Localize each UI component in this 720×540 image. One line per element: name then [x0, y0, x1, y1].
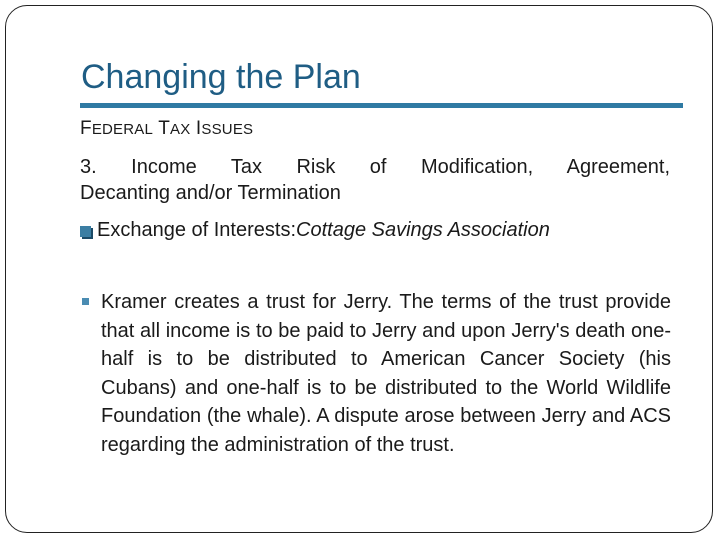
case-name: Cottage Savings Association: [296, 219, 550, 241]
heading-letter: F: [80, 118, 92, 139]
checkbox-bullet-icon: [80, 226, 91, 237]
heading-smallcaps: EDERAL: [91, 121, 154, 138]
bullet-paragraph: Kramer creates a trust for Jerry. The terms of the trust provide that all income is to be paid to Jerry and upon Jerry's death one-half is to be distributed to American Cancer Society (his Cubans) and one-half is to be distributed to the World Wildlife Foundation (the whale). A dispute arose between Jerry and ACS regarding the administration of the trust.: [101, 291, 671, 456]
section-heading: [80, 118, 253, 140]
subtitle-line-2: Decanting and/or Termination: [80, 182, 341, 204]
slide-title: Changing the Plan: [81, 58, 361, 96]
heading-smallcaps: SSUES: [201, 121, 254, 138]
bullet-lead-text: Exchange of Interests:: [97, 219, 297, 241]
square-bullet-icon: [82, 298, 89, 305]
bullet-kramer-example: [82, 288, 671, 460]
bullet-exchange-of-interests: [80, 219, 550, 242]
subtitle-line-1: 3. Income Tax Risk of Modification, Agreement,: [80, 156, 670, 178]
title-underline: [80, 103, 683, 108]
subtitle: [80, 154, 670, 206]
heading-smallcaps: AX: [170, 121, 191, 138]
heading-letter: T: [158, 118, 170, 139]
heading-letter: I: [195, 118, 202, 139]
